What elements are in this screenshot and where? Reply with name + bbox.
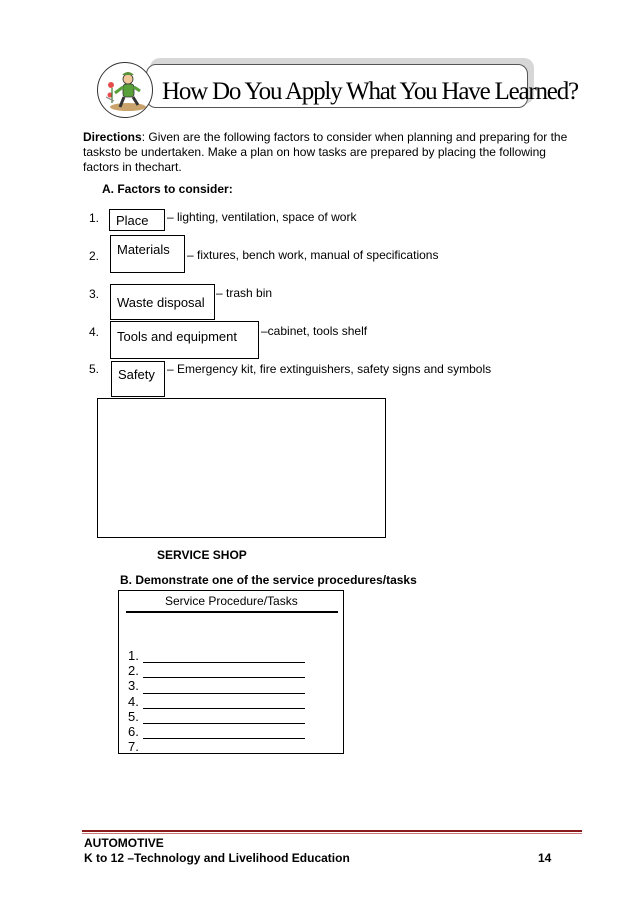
- header-divider: [126, 611, 338, 613]
- list-item[interactable]: [128, 663, 305, 678]
- service-shop-chart-box[interactable]: [97, 398, 386, 538]
- answer-line[interactable]: [143, 650, 305, 663]
- factor-description: – lighting, ventilation, space of work: [167, 210, 357, 224]
- item-number: 1.: [128, 648, 139, 663]
- page-number: 14: [538, 851, 552, 865]
- factor-description: – fixtures, bench work, manual of specifications: [187, 248, 439, 262]
- procedure-list: [128, 648, 305, 754]
- answer-line[interactable]: [143, 681, 305, 694]
- footer-rule-shadow: [82, 833, 582, 834]
- list-item[interactable]: [128, 739, 305, 754]
- factor-answer-box: Place: [109, 209, 165, 231]
- item-number: 3.: [128, 678, 139, 694]
- footer-rule: [82, 830, 582, 832]
- list-item[interactable]: [128, 709, 305, 724]
- factor-answer-box: Tools and equipment: [110, 321, 259, 359]
- procedure-table-header: Service Procedure/Tasks: [165, 594, 298, 608]
- factor-answer-box: Materials: [110, 235, 185, 273]
- footer-subject: AUTOMOTIVE: [84, 836, 164, 850]
- item-number: 7.: [128, 739, 139, 755]
- answer-line[interactable]: [143, 741, 305, 754]
- answer-line[interactable]: [143, 696, 305, 709]
- item-number: 4.: [128, 693, 139, 709]
- factor-number: 2.: [89, 249, 100, 263]
- factor-number: 5.: [89, 362, 100, 376]
- factor-number: 1.: [89, 211, 100, 225]
- item-number: 5.: [128, 708, 139, 724]
- factor-number: 3.: [89, 287, 100, 301]
- factor-description: – Emergency kit, fire extinguishers, safety signs and symbols: [167, 362, 492, 376]
- answer-line[interactable]: [143, 711, 305, 724]
- factor-number: 4.: [89, 325, 100, 339]
- answer-line[interactable]: [143, 665, 305, 678]
- section-b-heading: B. Demonstrate one of the service procedures/tasks: [120, 573, 417, 587]
- mascot-logo-icon: [97, 62, 153, 118]
- list-item[interactable]: [128, 724, 305, 739]
- answer-line[interactable]: [143, 726, 305, 739]
- factor-description: – trash bin: [216, 286, 273, 300]
- item-number: 6.: [128, 724, 139, 740]
- section-a-heading: A. Factors to consider:: [102, 182, 233, 196]
- directions-paragraph: [83, 130, 583, 175]
- item-number: 2.: [128, 663, 139, 679]
- chart-caption: SERVICE SHOP: [157, 548, 247, 562]
- directions-label: Directions: [83, 130, 142, 144]
- directions-text: : Given are the following factors to consider when planning and preparing for the tasksto be undertaken. Make a plan on how tasks are prepared by placing the following factors in thechart.: [83, 130, 568, 174]
- factor-answer-box: Waste disposal: [110, 284, 215, 320]
- footer-course: K to 12 –Technology and Livelihood Education: [84, 851, 350, 865]
- list-item[interactable]: [128, 678, 305, 693]
- page-title: How Do You Apply What You Have Learned?: [162, 78, 578, 105]
- list-item[interactable]: [128, 648, 305, 663]
- factor-answer-box: Safety: [111, 361, 165, 397]
- factor-description: –cabinet, tools shelf: [261, 324, 368, 338]
- list-item[interactable]: [128, 694, 305, 709]
